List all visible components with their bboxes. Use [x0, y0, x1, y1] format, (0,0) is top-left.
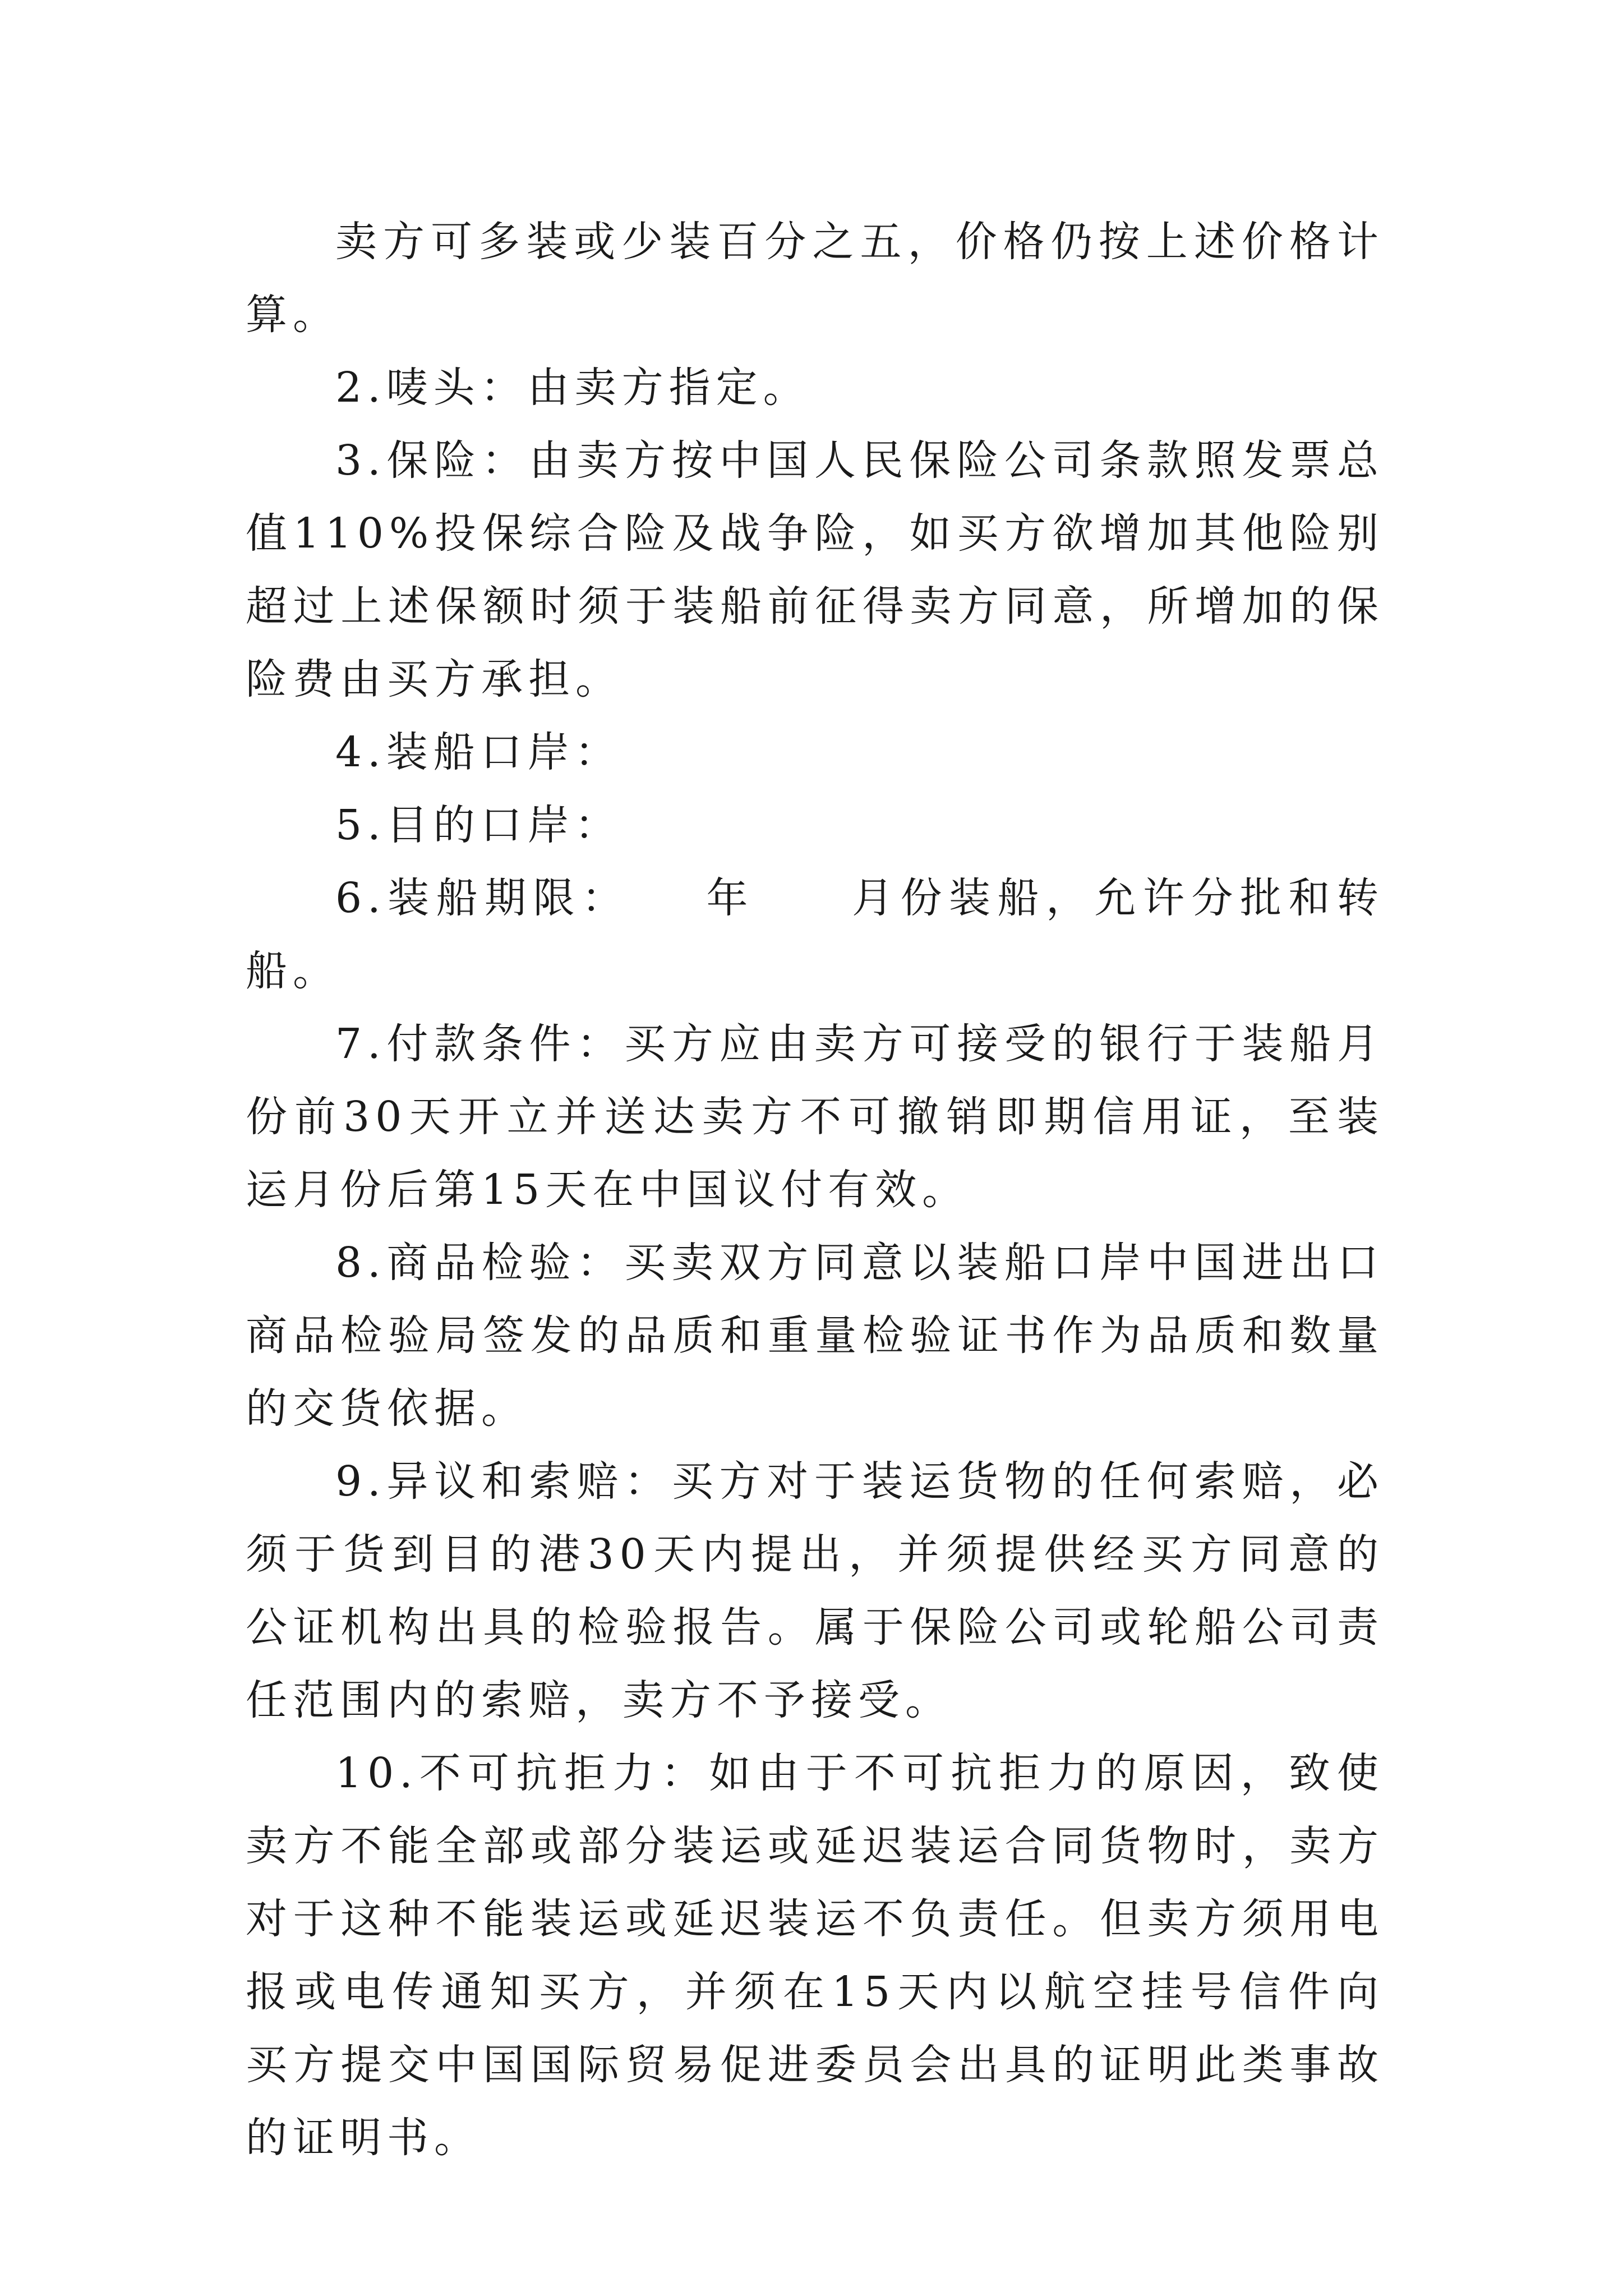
paragraph-claims: 9.异议和索赔：买方对于装运货物的任何索赔，必须于货到目的港30天内提出，并须提供经买方同意的公证机构出具的检验报告。属于保险公司或轮船公司责任范围内的索赔，卖方不予接受。: [246, 1457, 1384, 1724]
paragraph-inspection: 8.商品检验：买卖双方同意以装船口岸中国进出口商品检验局签发的品质和重量检验证书作为品质和数量的交货依据。: [246, 1239, 1384, 1433]
paragraph-insurance: 3.保险：由卖方按中国人民保险公司条款照发票总值110%投保综合险及战争险，如买方欲增加其他险别超过上述保额时须于装船前征得卖方同意，所增加的保险费由买方承担。: [246, 436, 1384, 703]
paragraph-payment-terms: 7.付款条件：买方应由卖方可接受的银行于装船月份前30天开立并送达卖方不可撤销即期信用证，至装运月份后第15天在中国议付有效。: [246, 1020, 1384, 1214]
paragraph-quantity-tolerance: 卖方可多装或少装百分之五，价格仍按上述价格计算。: [246, 218, 1384, 339]
paragraph-shipment-period: 6.装船期限： 年 月份装船，允许分批和转船。: [246, 874, 1384, 995]
paragraph-force-majeure: 10.不可抗拒力：如由于不可抗拒力的原因，致使卖方不能全部或部分装运或延迟装运合同货物时，卖方对于这种不能装运或延迟装运不负责任。但卖方须用电报或电传通知买方，并须在15天内以航空挂号信件向买方提交中国国际贸易促进委员会出具的证明此类事故的证明书。: [246, 1749, 1384, 2162]
paragraph-destination-port: 5.目的口岸：: [335, 801, 622, 849]
paragraph-shipping-marks: 2.唛头：由卖方指定。: [335, 364, 810, 412]
document-page: [246, 205, 1384, 2174]
paragraph-loading-port: 4.装船口岸：: [335, 728, 622, 776]
